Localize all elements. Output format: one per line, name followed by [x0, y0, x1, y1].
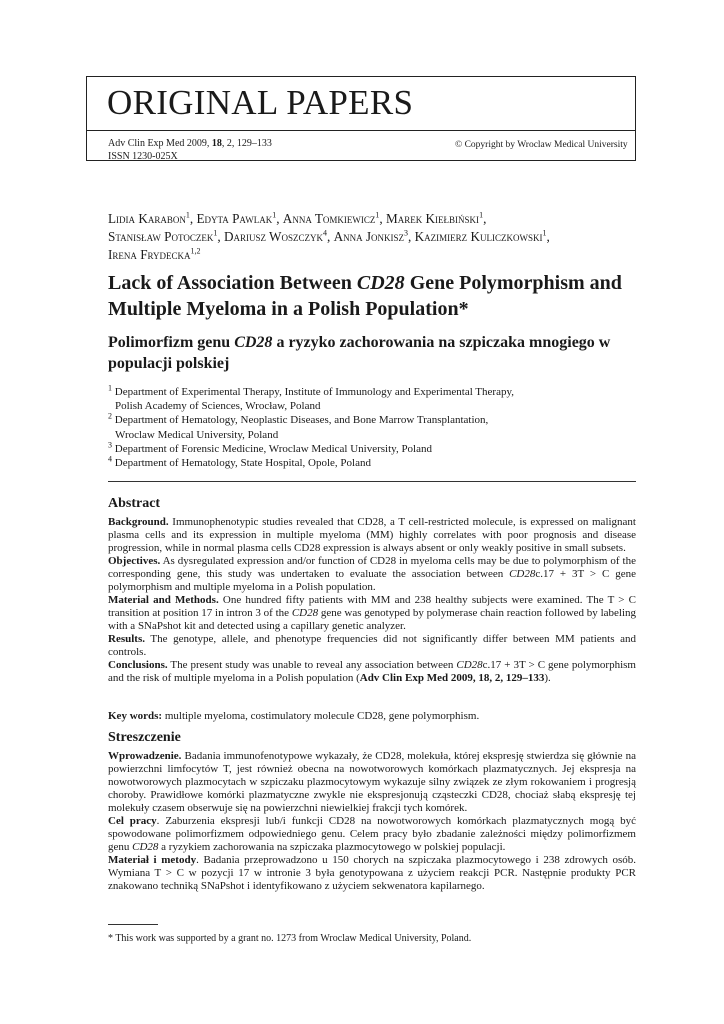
footnote: * This work was supported by a grant no. 1273 from Wroclaw Medical University, Poland.: [108, 933, 472, 944]
author-name: Anna Jonkisz: [333, 229, 405, 244]
journal-citation: Adv Clin Exp Med 2009, 18, 2, 129–133: [108, 138, 272, 149]
author-name: Marek Kiełbiński: [386, 211, 480, 226]
author-name: Dariusz Woszczyk: [223, 229, 323, 244]
author-name: Irena Frydecka: [108, 247, 191, 262]
streszczenie-metody: Materiał i metody. Badania przeprowadzono u 150 chorych na szpiczaka plazmocytowego i 238 zdrowych osób. Wymiana T > C w pozycji 17 w intronie 3 była genotypowana z użyciem reakcji PCR. Następnie produkty PCR znakowano techniką SNaPshot i identyfikowano z użyciem sekwenatora kapilarnego.: [108, 854, 637, 892]
abstract-conclusions: Conclusions. The present study was unable to reveal any association between CD28c.17 + 3T > C gene polymorphism and the risk of multiple myeloma in a Polish population (Adv Clin Exp Med 2009, 18, 2, 129–133).: [108, 659, 636, 684]
author-name: Anna Tomkiewicz: [282, 211, 376, 226]
abstract-objectives: Objectives. As dysregulated expression and/or function of CD28 in myeloma cells may be due to polymorphism of the corresponding gene, this study was undertaken to evaluate the association between CD28c.17 + 3T > C gene polymorphism and multiple myeloma in a Polish population.: [108, 555, 636, 593]
divider: [108, 481, 636, 482]
issn: ISSN 1230-025X: [108, 151, 178, 162]
abstract-body: [108, 516, 636, 685]
author-list: Lidia Karabon$^1$, Edyta Pawlak$^1$, Anna Tomkiewicz$^1$, Marek Kiełbiński$^1$, Stanisław Potoczek$^1$, Dariusz Woszczyk$^4$, Anna Jonkisz$^3$, Kazimierz Kuliczkowski$^1$, Irena Frydecka$^{1,2}$: [108, 210, 550, 262]
streszczenie-cel: Cel pracy. Zaburzenia ekspresji lub/i funkcji CD28 na nowotworowych komórkach plazmatycznych mogą być spowodowane polimorfizmem odpowiedniego genu. Celem pracy było zbadanie zależności między polimorfizmem genu CD28 a ryzykiem zachorowania na szpiczaka plazmocytowego w polskiej populacji.: [108, 815, 637, 853]
author-name: Kazimierz Kuliczkowski: [414, 229, 543, 244]
streszczenie-body: [108, 750, 636, 893]
abstract-methods: Material and Methods. One hundred fifty patients with MM and 238 healthy subjects were examined. The T > C transition at position 17 in intron 3 of the CD28 gene was genotyped by polymerase chain reaction followed by labeling with a SNaPshot kit and detected using a capillary genetic analyzer.: [108, 594, 636, 632]
copyright-notice: © Copyright by Wroclaw Medical University: [455, 140, 628, 150]
author-name: Stanisław Potoczek: [108, 229, 214, 244]
author-name: Lidia Karabon: [108, 211, 186, 226]
paper-title: Lack of Association Between CD28 Gene Polymorphism and Multiple Myeloma in a Polish Population*: [108, 272, 622, 320]
affiliations: [108, 385, 628, 470]
affiliation: $^1$ Department of Experimental Therapy, Institute of Immunology and Experimental Therapy, Polish Academy of Sciences, Wrocław, Poland: [108, 383, 514, 413]
abstract-background: Background. Immunophenotypic studies revealed that CD28, a T cell-restricted molecule, is expressed on malignant plasma cells and its expression in multiple myeloma (MM) highly correlates with poor prognosis and disease progression, while in normal plasma cells CD28 expression is always absent or only weakly positive in small subsets.: [108, 516, 636, 554]
affiliation: $^4$ Department of Hematology, State Hospital, Opole, Poland: [108, 454, 371, 470]
streszczenie-heading: Streszczenie: [108, 730, 181, 745]
abstract-results: Results. The genotype, allele, and phenotype frequencies did not significantly differ between MM patients and controls.: [108, 633, 636, 658]
affiliation: $^3$ Department of Forensic Medicine, Wroclaw Medical University, Poland: [108, 440, 432, 455]
keywords: Key words: multiple myeloma, costimulatory molecule CD28, gene polymorphism.: [108, 710, 480, 722]
abstract-heading: Abstract: [108, 496, 161, 511]
section-label: ORIGINAL PAPERS: [107, 83, 414, 122]
author-name: Edyta Pawlak: [196, 211, 273, 226]
footnote-divider: [108, 924, 158, 925]
paper-subtitle: Polimorfizm genu CD28 a ryzyko zachorowania na szpiczaka mnogiego w populacji polskiej: [108, 334, 611, 372]
affiliation: $^2$ Department of Hematology, Neoplastic Diseases, and Bone Marrow Transplantation, Wroclaw Medical University, Poland: [108, 411, 489, 441]
streszczenie-wprowadzenie: Wprowadzenie. Badania immunofenotypowe wykazały, że CD28, molekuła, której ekspresję stwierdza się głównie na powierzchni limfocytów T, jest również obecna na nowotworowych komórkach plazmatycznych. Jej ekspresja na nowotworowych plazmocytach w szpiczaku plazmocytowym wykazuje silny związek ze złym rokowaniem i progresją choroby. Prawidłowe komórki plazmatyczne zwykle nie ekspresjonują cząsteczki CD28, chociaż słabą ekspresję tej molekuły czasem obserwuje się na powierzchni niewielkiej frakcji tych komórek.: [108, 750, 636, 814]
